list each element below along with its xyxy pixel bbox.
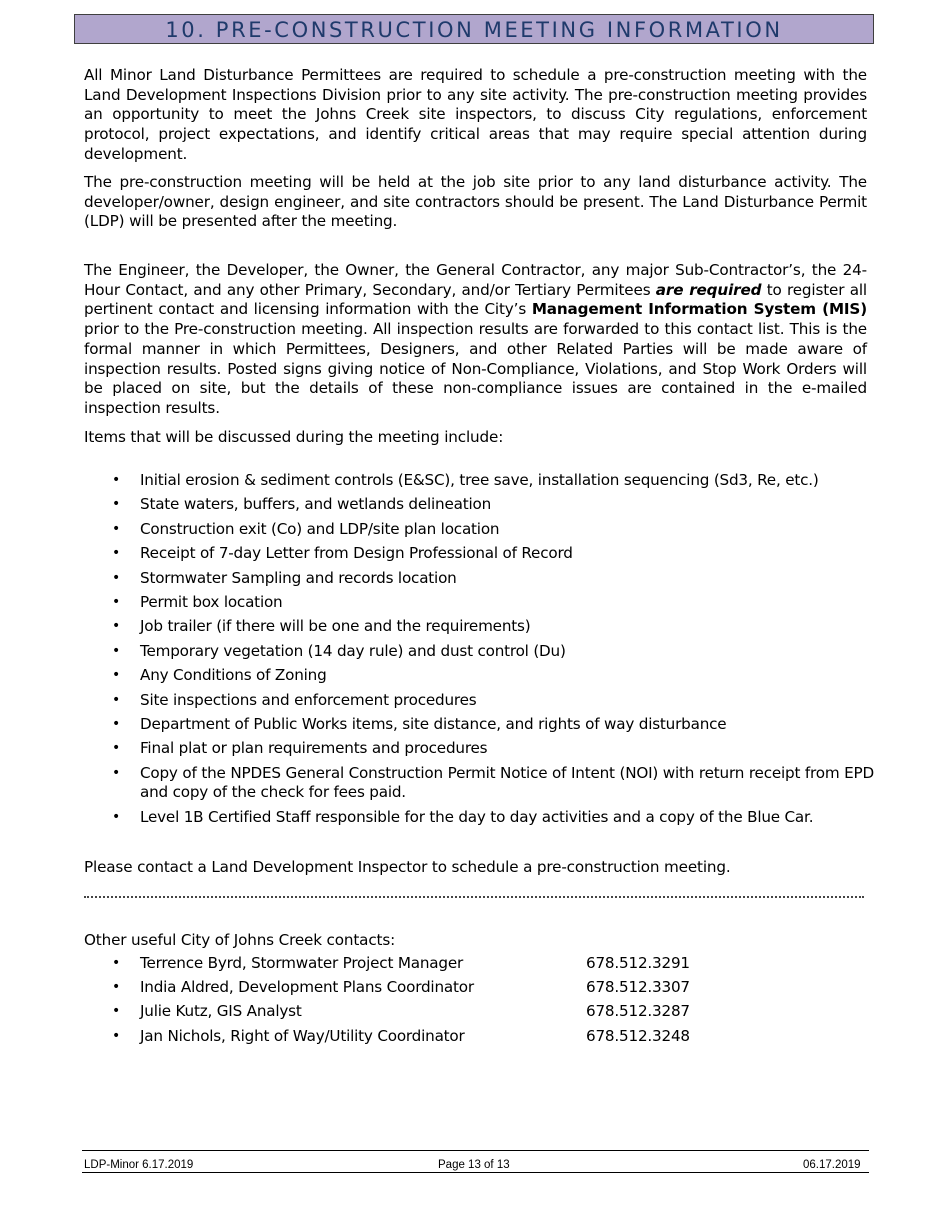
contacts-list — [84, 954, 784, 1051]
bullet-icon: • — [112, 496, 121, 513]
bullet-icon: • — [112, 715, 121, 732]
list-item — [84, 593, 874, 613]
footer-rule-bottom — [82, 1172, 869, 1173]
contacts-intro: Other useful City of Johns Creek contacts: — [84, 931, 396, 949]
bullet-icon: • — [112, 691, 121, 708]
dotted-divider — [84, 896, 864, 898]
contact-phone: 678.512.3307 — [586, 978, 690, 997]
contact-name: Terrence Byrd, Stormwater Project Manager — [140, 954, 464, 972]
contact-name: Julie Kutz, GIS Analyst — [140, 1002, 302, 1021]
bullet-icon: • — [112, 569, 121, 586]
list-item-text: Initial erosion & sediment controls (E&SC), tree save, installation sequencing (Sd3, Re, etc.) — [140, 471, 819, 489]
registration-text-c: prior to the Pre-construction meeting. All inspection results are forwarded to this contact list. This is the formal manner in which Permittees, Designers, and other Related Parties will be made aware of inspection results. Posted signs giving notice of Non-Compliance, Violations, and Stop Work Orders will be placed on site, but the details of these non-compliance issues are contained in the e-mailed inspection results. — [84, 320, 867, 417]
list-item — [84, 642, 874, 662]
bullet-icon: • — [112, 740, 121, 757]
bullet-icon: • — [112, 955, 121, 971]
bullet-icon: • — [112, 1003, 121, 1020]
mis-system-name: Management Information System (MIS) — [531, 300, 867, 319]
footer-page-number: Page 13 of 13 — [438, 1159, 510, 1171]
list-item — [84, 520, 874, 540]
list-item — [84, 764, 874, 803]
footer-rule-top — [82, 1150, 869, 1151]
contact-row — [84, 978, 784, 998]
list-item-text: Permit box location — [140, 592, 283, 611]
paragraph-permittee-requirement: All Minor Land Disturbance Permittees are required to schedule a pre-construction meeting with the Land Development Inspections Division prior to any site activity. The pre-construction meeting provides an opportunity to meet the Johns Creek site inspectors, to discuss City regulations, enforcement protocol, project expectations, and identify critical areas that may require special attention during development. — [84, 66, 867, 163]
list-item — [84, 715, 874, 735]
meeting-items-list — [84, 471, 874, 832]
section-title: 10. PRE-CONSTRUCTION MEETING INFORMATION — [74, 14, 874, 44]
contact-name: Jan Nichols, Right of Way/Utility Coordinator — [140, 1026, 465, 1045]
bullet-icon: • — [112, 642, 121, 659]
list-item — [84, 808, 874, 828]
bullet-icon: • — [112, 764, 121, 781]
list-item — [84, 739, 874, 759]
are-required-emphasis: are required — [655, 280, 762, 299]
paragraph-registration — [84, 261, 867, 419]
contact-phone: 678.512.3291 — [586, 954, 690, 972]
list-item-text: Department of Public Works items, site distance, and rights of way disturbance — [140, 714, 727, 733]
contact-phone: 678.512.3287 — [586, 1002, 690, 1021]
list-item-text: Receipt of 7-day Letter from Design Professional of Record — [140, 544, 573, 563]
list-item-text: Any Conditions of Zoning — [140, 666, 327, 685]
items-intro: Items that will be discussed during the meeting include: — [84, 428, 504, 446]
bullet-icon: • — [112, 808, 121, 825]
footer-date: 06.17.2019 — [803, 1159, 861, 1171]
contact-phone: 678.512.3248 — [586, 1026, 690, 1045]
contact-row — [84, 1027, 784, 1047]
list-item — [84, 617, 874, 637]
list-item — [84, 471, 874, 491]
contact-row — [84, 1002, 784, 1022]
paragraph-meeting-location: The pre-construction meeting will be held at the job site prior to any land disturbance activity. The developer/owner, design engineer, and site contractors should be present. The Land Disturbance Permit (LDP) will be presented after the meeting. — [84, 173, 867, 231]
bullet-icon: • — [112, 618, 121, 635]
bullet-icon: • — [112, 593, 121, 610]
list-item — [84, 666, 874, 686]
list-item-text: Stormwater Sampling and records location — [140, 568, 457, 587]
list-item — [84, 569, 874, 589]
list-item-text: Level 1B Certified Staff responsible for the day to day activities and a copy of the Blue Car. — [140, 807, 814, 826]
bullet-icon: • — [112, 472, 121, 488]
schedule-note: Please contact a Land Development Inspector to schedule a pre-construction meeting. — [84, 858, 731, 876]
registration-text-a: The Engineer, the Developer, the Owner, the General Contractor, any major Sub-Contractor’s, the 24-Hour Contact, and any other Primary, Secondary, and/or Tertiary Permitees — [84, 261, 867, 299]
bullet-icon: • — [112, 545, 121, 562]
bullet-icon: • — [112, 520, 121, 537]
list-item-text: Copy of the NPDES General Construction Permit Notice of Intent (NOI) with return receipt from EPD and copy of the check for fees paid. — [140, 763, 874, 802]
bullet-icon: • — [112, 1027, 121, 1044]
list-item-text: State waters, buffers, and wetlands delineation — [140, 495, 492, 514]
list-item-text: Job trailer (if there will be one and the requirements) — [140, 617, 531, 636]
bullet-icon: • — [112, 667, 121, 684]
list-item — [84, 691, 874, 711]
registration-text-b: to register all pertinent contact and licensing information with the City’s — [84, 280, 867, 319]
contact-row — [84, 954, 784, 974]
contact-name: India Aldred, Development Plans Coordinator — [140, 978, 474, 997]
list-item-text: Site inspections and enforcement procedures — [140, 690, 477, 709]
list-item-text: Construction exit (Co) and LDP/site plan location — [140, 519, 500, 538]
footer-doc-id: LDP-Minor 6.17.2019 — [84, 1159, 194, 1171]
list-item — [84, 495, 874, 515]
bullet-icon: • — [112, 979, 121, 996]
list-item-text: Temporary vegetation (14 day rule) and dust control (Du) — [140, 641, 566, 660]
list-item — [84, 544, 874, 564]
list-item-text: Final plat or plan requirements and procedures — [140, 739, 488, 758]
